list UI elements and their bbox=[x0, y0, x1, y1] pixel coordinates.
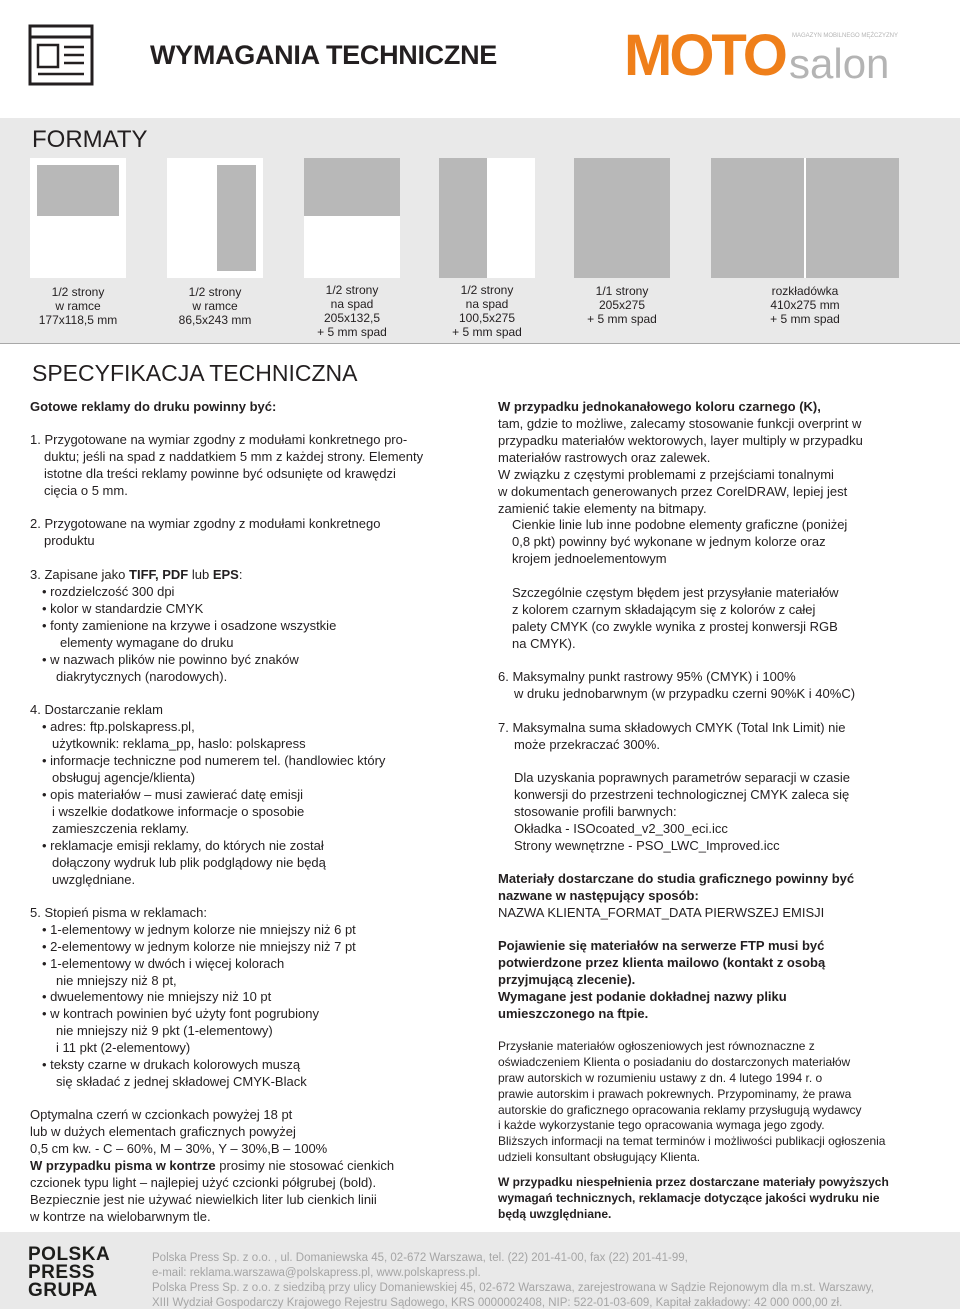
spec-right-line: prawie autorskim i prawach pokrewnych. Przypominamy, że prawa bbox=[498, 1087, 852, 1101]
spec-right-line: 7. Maksymalna suma składowych CMYK (Total Ink Limit) nie bbox=[498, 720, 846, 735]
page-title: WYMAGANIA TECHNICZNE bbox=[150, 40, 497, 70]
spec-left-line: 5. Stopień pisma w reklamach: bbox=[30, 905, 208, 920]
spec-left-heading: Gotowe reklamy do druku powinny być: bbox=[30, 399, 277, 414]
spec-right-line: przyjmującą zlecenie). bbox=[498, 972, 636, 987]
spec-right-line: konwersji do przestrzeni technologicznej CMYK zaleca się bbox=[514, 787, 850, 802]
spec-left-line: produktu bbox=[44, 533, 95, 548]
spec-right-line: stosowanie profili barwnych: bbox=[514, 804, 677, 819]
spec-left-line: elementy wymagane do druku bbox=[60, 635, 234, 650]
formats-title: FORMATY bbox=[32, 126, 148, 153]
page-header bbox=[0, 0, 960, 118]
spec-left-line: i 11 pkt (2-elementowy) bbox=[56, 1040, 191, 1055]
footer-line: XIII Wydział Gospodarczy Krajowego Rejestru Sądowego, KRS 0000002408, NIP: 522-01-03-609, Kapitał zakładowy: 42 000 000,00 zł. bbox=[152, 1297, 843, 1309]
spec-right-line: Szczególnie częstym błędem jest przysyłanie materiałów bbox=[512, 585, 839, 600]
spec-left-bullet: • kolor w standardzie CMYK bbox=[42, 601, 204, 616]
spec-left-line: duktu; jeśli na spad z naddatkiem 5 mm z każdej strony. Elementy bbox=[44, 449, 424, 464]
spec-right-line: udzieli konsultant obsługujący Klienta. bbox=[498, 1150, 701, 1164]
spec-right-line: W związku z częstymi problemami z przejściami tonalnymi bbox=[498, 467, 834, 482]
spec-left-line: się składać z jednej składowej CMYK-Black bbox=[56, 1074, 307, 1089]
spec-right-line: i każde wykorzystanie tego opracowania wymaga jego zgody. bbox=[498, 1118, 825, 1132]
spec-left-bullet: • teksty czarne w drukach kolorowych muszą bbox=[42, 1057, 301, 1072]
document-icon bbox=[28, 24, 94, 86]
spec-left-bullet: • 1-elementowy w dwóch i więcej kolorach bbox=[42, 956, 285, 971]
spec-right-line: może przekraczać 300%. bbox=[514, 737, 660, 752]
spec-right-line: W przypadku jednokanałowego koloru czarnego (K), bbox=[498, 399, 821, 414]
spec-left-line: W przypadku pisma w kontrze prosimy nie stosować cienkich bbox=[30, 1158, 395, 1173]
spec-left-line: zamieszczenia reklamy. bbox=[52, 821, 190, 836]
format-thumb-half-bleed-horizontal bbox=[304, 158, 400, 278]
spec-right-line: w druku jednobarwnym (w przypadku czerni 90%K i 40%C) bbox=[514, 686, 856, 701]
spec-left-bullet: • informacje techniczne pod numerem tel. (handlowiec który bbox=[42, 753, 386, 768]
footer-line: e-mail: reklama.warszawa@polskapress.pl, www.polskapress.pl. bbox=[152, 1267, 481, 1279]
spec-right-line: autorskie do graficznego opracowania reklamy przysługują wydawcy bbox=[498, 1103, 862, 1117]
format-caption: 1/1 strony 205x275 + 5 mm spad bbox=[587, 284, 657, 326]
spec-left-line: cięcia o 5 mm. bbox=[44, 483, 128, 498]
spec-title: SPECYFIKACJA TECHNICZNA bbox=[32, 360, 358, 386]
footer-line: Polska Press Sp. z o.o. z siedzibą przy ulicy Domaniewskiej 45, 02-672 Warszawa, zarejestrowana w Sądzie Rejonowym dla m.st. Warszawy, bbox=[152, 1282, 874, 1294]
format-thumb-half-frame-vertical bbox=[167, 158, 263, 278]
spec-left-line: 1. Przygotowane na wymiar zgodny z modułami konkretnego pro- bbox=[30, 432, 408, 447]
spec-right-line: na CMYK). bbox=[512, 636, 576, 651]
spec-left-bullet: • w nazwach plików nie powinno być znaków bbox=[42, 652, 299, 667]
format-thumb-half-frame-horizontal bbox=[30, 158, 126, 278]
spec-right-line: praw autorskich w rozumieniu ustawy z dn. 4 lutego 1994 r. o bbox=[498, 1071, 823, 1085]
spec-left-bullet: • w kontrach powinien być użyty font pogrubiony bbox=[42, 1006, 319, 1021]
spec-left-line: 4. Dostarczanie reklam bbox=[30, 702, 163, 717]
spec-left-bullet: • fonty zamienione na krzywe i osadzone wszystkie bbox=[42, 618, 337, 633]
spec-left-line: obsługuj agencje/klienta) bbox=[52, 770, 196, 785]
spec-left-bullet: • rozdzielczość 300 dpi bbox=[42, 584, 175, 599]
spec-left-line: Optymalna czerń w czcionkach powyżej 18 pt bbox=[30, 1107, 293, 1122]
format-caption: 1/2 strony w ramce 86,5x243 mm bbox=[178, 285, 252, 327]
spec-right-line: Pojawienie się materiałów na serwerze FTP musi być bbox=[498, 938, 825, 953]
format-caption: 1/2 strony na spad 100,5x275 + 5 mm spad bbox=[452, 283, 522, 339]
spec-right-line: krojem jednoelementowym bbox=[512, 551, 667, 566]
format-caption: rozkładówka 410x275 mm + 5 mm spad bbox=[770, 284, 840, 326]
spec-left-line: użytkownik: reklama_pp, haslo: polskapress bbox=[52, 736, 306, 751]
spec-left-line: lub w dużych elementach graficznych powyżej bbox=[30, 1124, 296, 1139]
spec-right-line: W przypadku niespełnienia przez dostarczane materiały powyższych bbox=[498, 1175, 889, 1189]
spec-left-line: 2. Przygotowane na wymiar zgodny z modułami konkretnego bbox=[30, 516, 381, 531]
spec-left-bullet: • adres: ftp.polskapress.pl, bbox=[42, 719, 195, 734]
spec-left-bullet: • 2-elementowy w jednym kolorze nie mniejszy niż 7 pt bbox=[42, 939, 356, 954]
spec-left-line: diakrytycznych (narodowych). bbox=[56, 669, 228, 684]
format-thumb-full-page bbox=[574, 158, 670, 278]
spec-left-line: uwzględniane. bbox=[52, 872, 136, 887]
spec-right-line: zamienić takie elementy na bitmapy. bbox=[498, 501, 707, 516]
spec-right-line: Wymagane jest podanie dokładnej nazwy pliku bbox=[498, 989, 787, 1004]
spec-left-bullet: • dwuelementowy nie mniejszy niż 10 pt bbox=[42, 989, 272, 1004]
section-divider bbox=[0, 343, 960, 344]
spec-right-line: Cienkie linie lub inne podobne elementy graficzne (poniżej bbox=[512, 517, 848, 532]
spec-left-bullet: • 1-elementowy w jednym kolorze nie mniejszy niż 6 pt bbox=[42, 922, 356, 937]
spec-right-line: palety CMYK (co zwykle wynika z prostej konwersji RGB bbox=[512, 619, 838, 634]
spec-right-line: materiałów rastrowych oraz zalewek. bbox=[498, 450, 711, 465]
spec-right-line: z kolorem czarnym składającym się z kolorów z całej bbox=[512, 602, 816, 617]
spec-right-line: w dokumentach generowanych przez CorelDRAW, lepiej jest bbox=[498, 484, 848, 499]
spec-left-line: nie mniejszy niż 9 pkt (1-elementowy) bbox=[56, 1023, 273, 1038]
spec-left-line: dołączony wydruk lub plik podglądowy nie będą bbox=[52, 855, 326, 870]
spec-right-line: Materiały dostarczane do studia graficznego powinny być bbox=[498, 871, 855, 886]
polska-press-logo: POLSKA PRESS GRUPA bbox=[28, 1244, 111, 1301]
spec-left-bullet: • reklamacje emisji reklamy, do których nie został bbox=[42, 838, 324, 853]
spec-right-line: Dla uzyskania poprawnych parametrów separacji w czasie bbox=[514, 770, 850, 785]
format-thumb-spread bbox=[711, 158, 899, 278]
format-caption: 1/2 strony w ramce 177x118,5 mm bbox=[38, 285, 118, 327]
spec-left-line: nie mniejszy niż 8 pt, bbox=[56, 973, 177, 988]
spec-right-line: będą uwzględniane. bbox=[498, 1207, 612, 1221]
spec-left-line: czcionek typu light – najlepiej użyć czcionki półgrubej (bold). bbox=[30, 1175, 377, 1190]
footer-line: Polska Press Sp. z o.o. , ul. Domaniewska 45, 02-672 Warszawa, tel. (22) 201-41-00, fax (22) 201-41-99, bbox=[152, 1252, 688, 1264]
spec-left-line: Bezpiecznie jest nie używać niewielkich liter lub cienkich linii bbox=[30, 1192, 377, 1207]
spec-left-bullet: • opis materiałów – musi zawierać datę emisji bbox=[42, 787, 304, 802]
logo-text-salon: salon bbox=[789, 40, 890, 87]
spec-right-line: umieszczonego na ftpie. bbox=[498, 1006, 649, 1021]
spec-right-line: tam, gdzie to możliwe, zalecamy stosowanie funkcji overprint w bbox=[498, 416, 862, 431]
spec-left-line: w kontrze na wielobarwnym tle. bbox=[30, 1209, 211, 1224]
spec-left-line: istotne dla treści reklamy powinne być odsunięte od krawędzi bbox=[44, 466, 396, 481]
spec-right-line: oświadczeniem Klienta o posiadaniu do dostarczonych materiałów bbox=[498, 1055, 851, 1069]
spec-right-line: potwierdzone przez klienta mailowo (kontakt z osobą bbox=[498, 955, 826, 970]
motosalon-logo bbox=[624, 23, 924, 90]
format-caption: 1/2 strony na spad 205x132,5 + 5 mm spad bbox=[317, 283, 387, 339]
spec-right-line: Bliższych informacji na temat terminów i możliwości publikacji ogłoszenia bbox=[498, 1134, 886, 1148]
spec-left-line: 3. Zapisane jako TIFF, PDF lub EPS: bbox=[30, 567, 243, 582]
spec-right-line: NAZWA KLIENTA_FORMAT_DATA PIERWSZEJ EMISJI bbox=[498, 905, 825, 920]
spec-right-line: wymagań technicznych, reklamacje dotyczące jakości wydruku nie bbox=[498, 1191, 880, 1205]
spec-right-line: Okładka - ISOcoated_v2_300_eci.icc bbox=[514, 821, 728, 836]
spec-right-line: Przysłanie materiałów ogłoszeniowych jest równoznaczne z bbox=[498, 1039, 815, 1053]
spec-right-line: 6. Maksymalny punkt rastrowy 95% (CMYK) i 100% bbox=[498, 669, 796, 684]
logo-tagline: MAGAZYN MOBILNEGO MĘŻCZYZNY bbox=[792, 33, 899, 39]
footer-company-info bbox=[152, 1251, 874, 1311]
spec-left-line: i wszelkie dodatkowe informacje o sposobie bbox=[52, 804, 305, 819]
logo-text-moto: MOTO bbox=[624, 23, 785, 88]
spec-right-line: Strony wewnętrzne - PSO_LWC_Improved.icc bbox=[514, 838, 780, 853]
spec-right-line: przypadku materiałów wektorowych, layer multiply w przypadku bbox=[498, 433, 863, 448]
spec-left-line: 0,5 cm kw. - C – 60%, M – 30%, Y – 30%,B – 100% bbox=[30, 1141, 328, 1156]
spec-right-line: nazwane w następujący sposób: bbox=[498, 888, 699, 903]
format-thumb-half-bleed-vertical bbox=[439, 158, 535, 278]
spec-right-line: 0,8 pkt) powinny być wykonane w jednym kolorze oraz bbox=[512, 534, 826, 549]
